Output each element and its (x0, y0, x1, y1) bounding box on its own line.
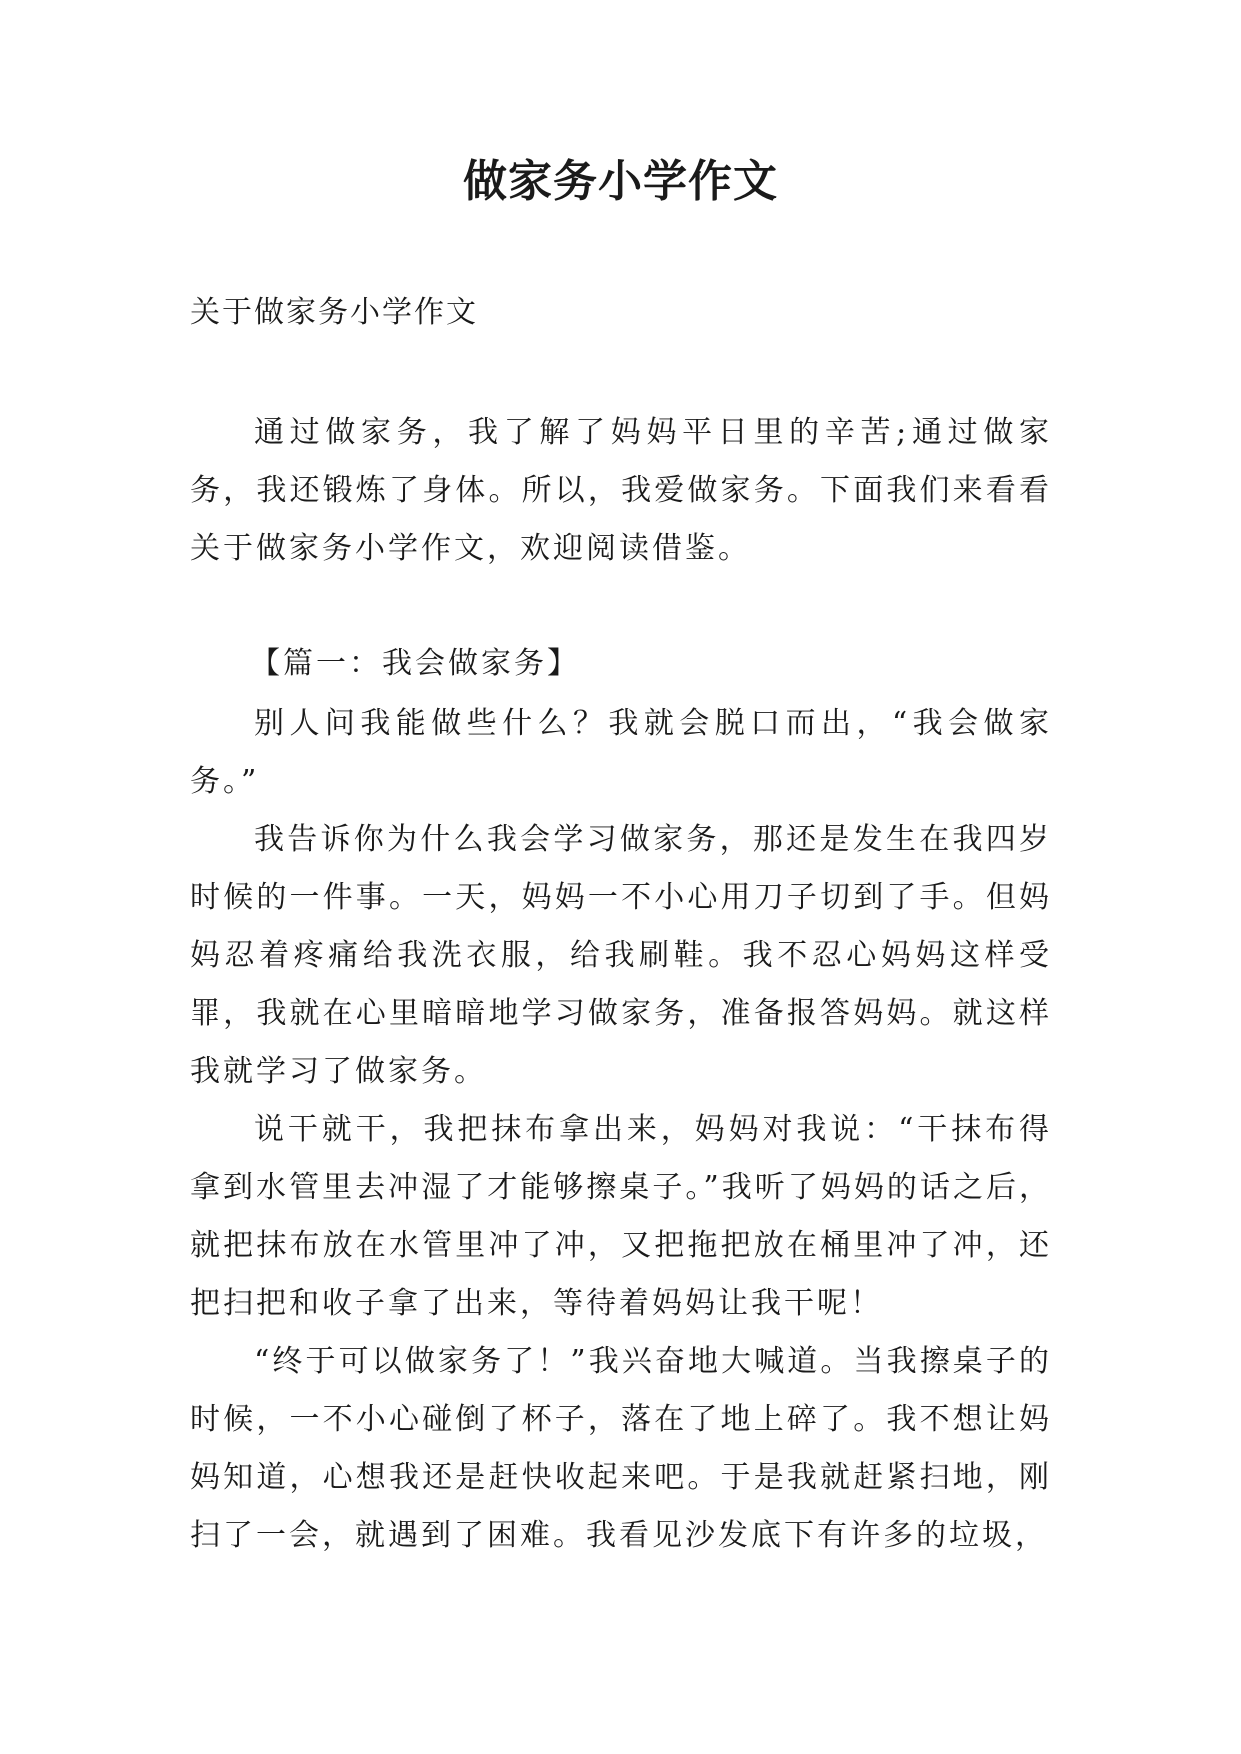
intro-paragraph: 通过做家务，我了解了妈妈平日里的辛苦;通过做家务，我还锻炼了身体。所以，我爱做家务。下面我们来看看关于做家务小学作文，欢迎阅读借鉴。 (190, 415, 1052, 566)
paragraph-1: 别人问我能做些什么？我就会脱口而出，“我会做家务。” (190, 706, 1052, 799)
paragraph-4: “终于可以做家务了！”我兴奋地大喊道。当我擦桌子的时候，一不小心碰倒了杯子，落在了地上碎了。我不想让妈妈知道，心想我还是赶快收起来吧。于是我就赶紧扫地，刚扫了一会，就遇到了困难。我看见沙发底下有许多的垃圾， (190, 1344, 1052, 1553)
section-heading: 【篇一：我会做家务】 (250, 646, 580, 681)
document-subtitle: 关于做家务小学作文 (190, 295, 478, 330)
document-title: 做家务小学作文 (463, 156, 778, 207)
intro-block (190, 404, 1052, 578)
paragraph-3: 说干就干，我把抹布拿出来，妈妈对我说：“干抹布得拿到水管里去冲湿了才能够擦桌子。”我听了妈妈的话之后，就把抹布放在水管里冲了冲，又把拖把放在桶里冲了冲，还把扫把和收子拿了出来，等待着妈妈让我干呢！ (190, 1112, 1052, 1321)
paragraph-2: 我告诉你为什么我会学习做家务，那还是发生在我四岁时候的一件事。一天，妈妈一不小心用刀子切到了手。但妈妈忍着疼痛给我洗衣服，给我刷鞋。我不忍心妈妈这样受罪，我就在心里暗暗地学习做家务，准备报答妈妈。就这样我就学习了做家务。 (190, 822, 1052, 1089)
article-body (190, 635, 1052, 1565)
